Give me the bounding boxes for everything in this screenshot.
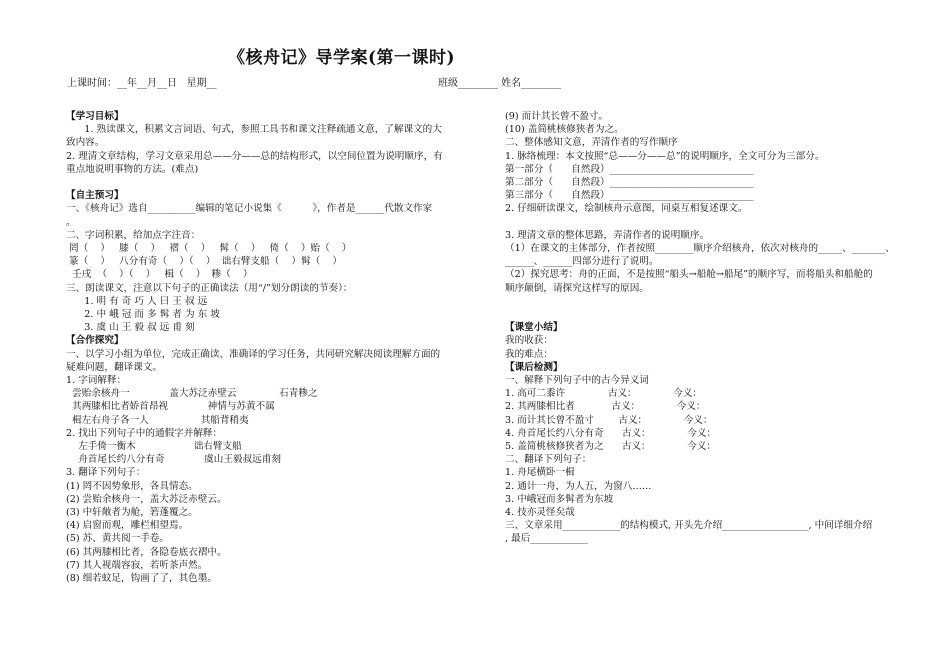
right-text-line: 1. 高可二黍许 古义： 今义： [505,388,703,400]
right-text-line: 5. 盖简桃核修狭者为之 古义： 今义： [505,441,717,453]
left-text-line: 三、朗读课文，注意以下句子的正确读法（用“/”划分朗读的节奏）： [66,282,353,294]
right-text-line: 第三部分（ 自然段）______________________________ [505,190,754,202]
left-text-line: 一、《核舟记》选自__________编辑的笔记小说集《 》，作者是______代散文作家 [66,203,433,215]
right-text-line: （1）在课文的主体部分，作者按照________顺序介绍核舟，依次对核舟的_____、_______、 [505,243,895,255]
left-text-line: (7) 其人视端容寂，若听茶声然。 [66,559,208,571]
right-text-line: , 最后____________ [505,533,588,545]
left-text-line: 一、以学习小组为单位，完成正确读、准确译的学习任务，共同研究解决阅读理解方面的 [66,348,441,360]
right-text-line: 2. 仔细研读课文，绘制核舟示意图，同桌互相复述课文。 [505,203,748,215]
left-text-line [66,176,488,189]
right-text-line: 3. 而计其长曾不盈寸 古义： 今义： [505,414,713,426]
left-text-line: (1) 罔不因势象形，各具情态。 [66,480,198,492]
left-text-line: 壬戌 （ ）（ ） 楫（ ） 糁（ ） [66,269,253,281]
left-text-line: 2. 找出下列句子中的通假字并解释： [66,427,223,439]
right-text-line: 4. 舟首尾长约八分有奇 古义： 今义： [505,427,717,439]
left-text-line: 【学习目标】 [66,111,124,122]
right-text-line: 【课堂小结】 [505,322,563,334]
right-text-line [505,308,933,321]
right-text-line: 2. 其两膝相比者 古义： 今义： [505,401,706,413]
right-text-line: 第一部分（ 自然段）______________________________ [505,163,754,175]
right-text-line: （2）探究思考：舟的正面，不是按照“船头→船舱→船尾”的顺序写，而将船头和船舱的 [505,269,873,281]
left-text-line: 重点地说明事物的方法。(难点) [66,163,199,175]
right-text-line: 【课后检测】 [505,361,563,373]
right-text-line: 一、解释下列句子中的古今异义词 [505,375,649,387]
left-text-line: 二、字词积累，给加点字注音： [66,229,201,241]
student-info-line: 班级________ 姓名________ [438,78,562,89]
left-text-line: 其两膝相比者娇首昂视 神情与苏黄不属 [66,401,275,413]
left-text-line: 3. 翻译下列句子： [66,467,146,479]
left-text-line: 1. 字词解释： [66,375,127,387]
class-time-line: 上课时间：__年__月__日 星期__ [67,78,217,89]
right-text-line: 顺序颠倒，请探究这样写的原因。 [505,282,649,294]
right-text-line: 二、整体感知文意，弄清作者的写作顺序 [505,137,678,149]
right-text-line: 二、翻译下列句子： [505,454,592,466]
left-text-line: (5) 苏、黄共阅一手卷。 [66,533,169,545]
right-text-line: ______、______四部分进行了说明。 [505,256,659,268]
left-text-line: (4) 启窗而观，雕栏相望焉。 [66,520,189,532]
right-text-line [505,295,933,308]
left-column [66,110,488,585]
left-text-line: 致内容。 [66,137,105,149]
right-text-line: 4. 技亦灵怪矣哉 [505,507,575,519]
left-text-line: (2) 尝贻余核舟一，盖大苏泛赤壁云。 [66,493,227,505]
left-text-line: (6) 其两膝相比者，各隐卷底衣褶中。 [66,546,227,558]
left-text-line: 3. 虞 山 王 毅 叔 远 甫 刻 [66,322,195,334]
right-text-line: (9) 而计其长曾不盈寸。 [505,111,608,122]
left-text-line: 罔（ ） 膝（ ） 褶（ ） 髯（ ） 倚（ ）贻（ ） [66,243,352,255]
left-text-line: (8) 细若蚊足，钩画了了，其色墨。 [66,573,217,585]
left-text-line: 1. 明 有 奇 巧 人 曰 王 叔 远 [66,295,208,307]
left-text-line: (3) 中轩敞者为舱，箬蓬覆之。 [66,507,198,519]
right-text-line [505,216,933,229]
page-title: 《核舟记》导学案(第一课时) [228,48,456,68]
right-text-line: 1. 脉络梳理：本文按照“总——分——总”的说明顺序，全文可分为三部分。 [505,150,825,162]
right-column [505,110,933,546]
left-text-line: 楫左右舟子各一人 其船背稍夷 [66,414,249,426]
left-text-line: 左手倚一衡木 诎右臂支船 [66,441,242,453]
right-text-line: 3. 理清文章的整体思路，弄清作者的说明顺序。 [505,229,710,241]
left-text-line: 疑难问题，翻译课文。 [66,361,162,373]
right-text-line: 三、文章采用____________的结构模式, 开头先介绍__________________, 中间详细介绍 [505,520,873,532]
right-text-line: 3. 中峨冠而多髯者为东坡 [505,493,614,505]
left-text-line: 【自主预习】 [66,190,124,202]
right-text-line: 2. 通计一舟，为人五，为窗八…… [505,480,652,492]
left-text-line: 2. 中 峨 冠 而 多 髯 者 为 东 坡 [66,309,220,321]
right-text-line: 我的收获： [505,335,553,347]
left-text-line: 2. 理清文章结构，学习文章采用总——分——总的结构形式，以空间位置为说明顺序，有 [66,150,443,162]
left-text-line: 舟首尾长约八分有奇 虞山王毅叔远甫刻 [66,454,281,466]
left-text-line: 篆（ ） 八分有奇（ ）（ ） 诎右臂支船（ ）髯（ ） [66,256,342,268]
right-text-line: 第二部分（ 自然段）______________________________ [505,177,754,189]
left-text-line: 尝贻余核舟一 盖大苏泛赤壁云 石青糁之 [66,388,318,400]
left-text-line: 【合作探究】 [66,335,124,347]
left-text-line: 。 [66,216,76,228]
right-text-line: 我的难点： [505,348,553,360]
right-text-line: (10) 盖简桃核修狭者为之。 [505,124,624,136]
left-text-line: 1. 熟读课文，积累文言词语、句式，参照工具书和课文注释疏通文意，了解课文的大 [66,124,442,136]
right-text-line: 1. 舟尾横卧一楫 [505,467,575,479]
